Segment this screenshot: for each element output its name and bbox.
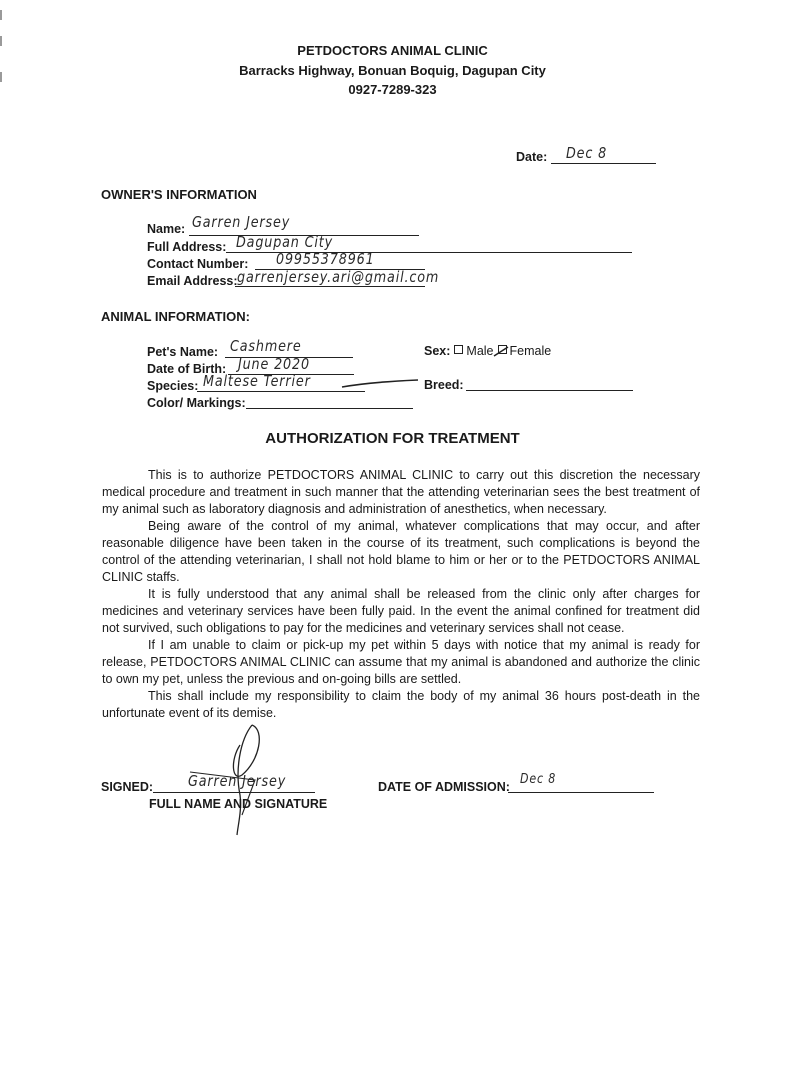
owner-email-field[interactable]: garrenjersey.ari@gmail.com: [237, 268, 440, 286]
species-label: Species:: [147, 379, 199, 393]
breed-line: [466, 390, 633, 391]
owner-contact-label: Contact Number:: [147, 257, 249, 271]
animal-heading: ANIMAL INFORMATION:: [101, 309, 250, 324]
dob-label: Date of Birth:: [147, 362, 227, 376]
authorization-paragraph: It is fully understood that any animal shall be released from the clinic only after charges for medicines and veterinary services have been fully paid. In the event the animal confined for treatment did not survived, such obligations to pay for the medicines and veterinary services shall not cease.: [102, 587, 700, 635]
dob-field[interactable]: June 2020: [238, 355, 310, 373]
date-field[interactable]: Dec 8: [566, 144, 608, 162]
date-label: Date:: [516, 150, 548, 164]
authorization-text: [102, 467, 700, 722]
species-line: [197, 391, 365, 392]
owner-address-label: Full Address:: [147, 240, 227, 254]
sex-male-label: Male: [466, 344, 494, 358]
owner-contact-field[interactable]: 09955378961: [276, 250, 375, 268]
signed-label: SIGNED:: [101, 780, 154, 794]
sex-male-checkbox[interactable]: [454, 345, 463, 354]
sex-field: [424, 344, 551, 358]
authorization-paragraph: If I am unable to claim or pick-up my pet within 5 days with notice that my animal is ready for release, PETDOCTORS ANIMAL CLINIC can assume that my animal is abandoned and authorize the clinic to own my pet, unless the previous and on-going bills are settled.: [102, 638, 700, 686]
admission-date-field[interactable]: Dec 8: [520, 772, 557, 787]
owner-email-line: [235, 286, 425, 287]
scan-edge-mark: [0, 10, 2, 20]
owner-name-field[interactable]: Garren Jersey: [192, 213, 291, 231]
owner-heading: OWNER'S INFORMATION: [101, 187, 257, 202]
species-field[interactable]: Maltese Terrier: [203, 372, 311, 390]
sex-female-label: Female: [509, 344, 552, 358]
clinic-name: PETDOCTORS ANIMAL CLINIC: [297, 43, 488, 58]
owner-name-label: Name:: [147, 222, 186, 236]
admission-date-line: [508, 792, 654, 793]
sex-label: Sex:: [424, 344, 451, 358]
authorization-paragraph: Being aware of the control of my animal, whatever complications that may occur, and after reasonable diligence have been taken in the course of its treatment, such complications is beyond the control of the attending veterinarian, I shall not hold blame to him or her or to the PETDOCTORS ANIMAL CLINIC staffs.: [102, 519, 700, 584]
check-mark-icon: [492, 344, 512, 358]
date-line: [551, 163, 656, 164]
authorization-title: AUTHORIZATION FOR TREATMENT: [265, 430, 520, 447]
owner-address-field[interactable]: Dagupan City: [236, 233, 334, 251]
authorization-paragraph: This is to authorize PETDOCTORS ANIMAL CLINIC to carry out this discretion the necessary medical procedure and treatment in such manner that the attending veterinarian sees the best treatment of my animal such as laboratory diagnosis and administration of anesthetics, when necessary.: [102, 468, 700, 516]
pet-name-field[interactable]: Cashmere: [230, 337, 302, 355]
pet-name-label: Pet's Name:: [147, 345, 219, 359]
breed-label: Breed:: [424, 378, 464, 392]
admission-date-label: DATE OF ADMISSION:: [378, 780, 510, 794]
owner-email-label: Email Address:: [147, 274, 238, 288]
color-label: Color/ Markings:: [147, 396, 246, 410]
clinic-phone: 0927-7289-323: [348, 82, 437, 97]
clinic-address: Barracks Highway, Bonuan Boquig, Dagupan City: [239, 63, 546, 78]
signature-field[interactable]: Garren Jersey: [188, 772, 287, 790]
pen-stroke: [340, 378, 420, 390]
color-line: [246, 408, 413, 409]
signature-caption: FULL NAME AND SIGNATURE: [149, 797, 328, 811]
signature-scribble: [180, 720, 290, 840]
authorization-paragraph: This shall include my responsibility to claim the body of my animal 36 hours post-death in the unfortunate event of its demise.: [102, 689, 700, 720]
